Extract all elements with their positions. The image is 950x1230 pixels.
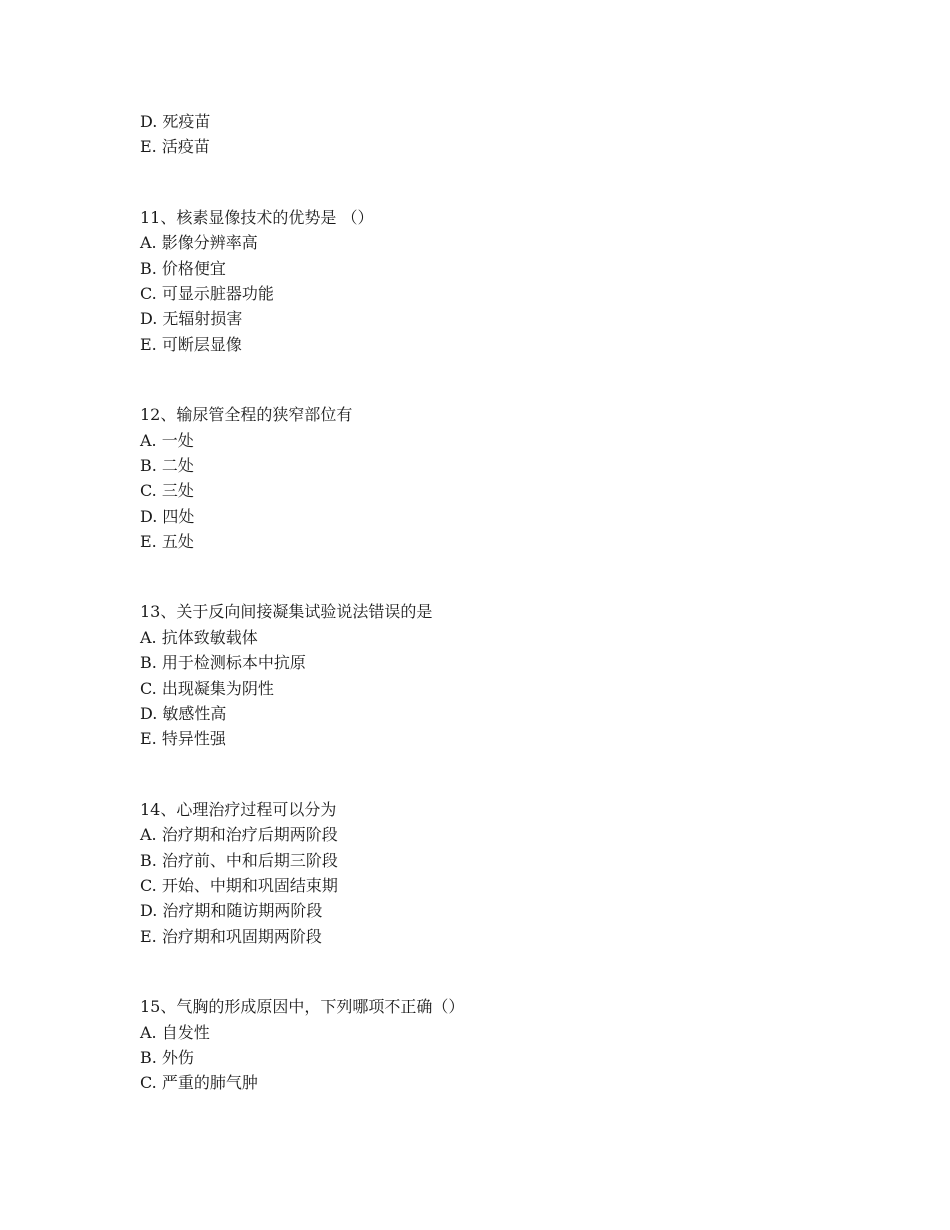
question-title: 14、心理治疗过程可以分为 [140, 799, 337, 819]
option-line: B. 二处 [140, 455, 194, 475]
option-line: D. 治疗期和随访期两阶段 [140, 901, 323, 921]
option-line: D. 四处 [140, 506, 195, 526]
option-line: C. 出现凝集为阴性 [140, 678, 274, 698]
question-14 [140, 797, 840, 949]
option-line: E. 可断层显像 [140, 334, 242, 354]
option-line: B. 外伤 [140, 1047, 194, 1067]
question-title: 13、关于反向间接凝集试验说法错误的是 [140, 602, 433, 622]
option-line: A. 抗体致敏载体 [140, 627, 258, 647]
option-line: E. 活疫苗 [140, 137, 210, 157]
option-line: E. 治疗期和巩固期两阶段 [140, 926, 322, 946]
document-page [140, 109, 840, 1141]
option-line: B. 价格便宜 [140, 258, 226, 278]
option-line: A. 一处 [140, 430, 194, 450]
option-line: C. 严重的肺气肿 [140, 1073, 258, 1093]
option-line: B. 治疗前、中和后期三阶段 [140, 850, 338, 870]
question-11 [140, 205, 840, 357]
option-line: D. 敏感性高 [140, 704, 227, 724]
option-line: C. 可显示脏器功能 [140, 283, 274, 303]
question-title: 11、核素显像技术的优势是 （） [140, 207, 374, 227]
option-line: E. 五处 [140, 532, 194, 552]
question-12 [140, 402, 840, 554]
question-15 [140, 994, 840, 1096]
option-line: D. 无辐射损害 [140, 309, 243, 329]
option-line: A. 自发性 [140, 1022, 210, 1042]
option-line: D. 死疫苗 [140, 112, 211, 131]
option-line: A. 影像分辨率高 [140, 233, 258, 253]
option-line: A. 治疗期和治疗后期两阶段 [140, 825, 338, 845]
option-line: C. 开始、中期和巩固结束期 [140, 875, 338, 895]
leading-options-block [140, 109, 840, 160]
option-line: E. 特异性强 [140, 729, 226, 749]
question-title: 12、输尿管全程的狭窄部位有 [140, 405, 353, 425]
option-line: B. 用于检测标本中抗原 [140, 653, 306, 673]
option-line: C. 三处 [140, 481, 194, 501]
question-13 [140, 599, 840, 751]
question-title: 15、气胸的形成原因中，下列哪项不正确（） [140, 997, 465, 1017]
